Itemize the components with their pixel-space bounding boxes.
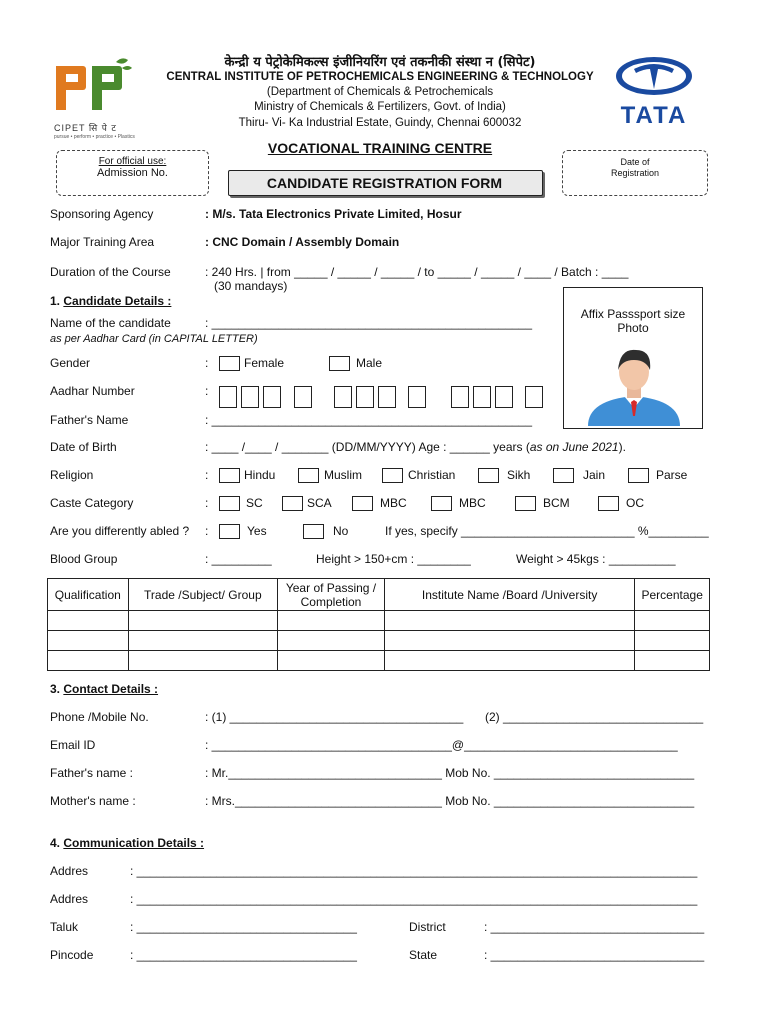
- percentage-cell[interactable]: [635, 631, 710, 651]
- admission-no-label: Admission No.: [97, 167, 168, 179]
- trade-cell[interactable]: [128, 631, 278, 651]
- duration-label: Duration of the Course: [50, 265, 171, 279]
- pincode-label: Pincode: [50, 948, 94, 962]
- centre-title: VOCATIONAL TRAINING CENTRE: [267, 140, 493, 156]
- photo-box: [563, 287, 703, 429]
- male-checkbox[interactable]: [329, 356, 350, 371]
- phone-2-field[interactable]: (2) ______________________________: [485, 710, 704, 724]
- candidate-section-num: 1.: [50, 294, 61, 308]
- major-value: : CNC Domain / Assembly Domain: [205, 235, 400, 249]
- caste-oc-label: OC: [626, 496, 644, 510]
- religion-muslim-checkbox[interactable]: [298, 468, 319, 483]
- qualification-row[interactable]: [48, 631, 710, 651]
- candidate-section-title: Candidate Details :: [63, 294, 172, 308]
- disabled-no-checkbox[interactable]: [303, 524, 324, 539]
- aadhar-digit-box[interactable]: [451, 386, 469, 408]
- aadhar-digit-box[interactable]: [525, 386, 543, 408]
- dob-reference-date: as on June 2021: [529, 440, 619, 454]
- dob-value: : ____ /____ / _______ (DD/MM/YYYY) Age : ______ years (: [205, 440, 530, 454]
- phone-1-field[interactable]: : (1) ___________________________________: [205, 710, 464, 724]
- institute-cell[interactable]: [384, 631, 635, 651]
- duration-note: (30 mandays): [214, 279, 288, 293]
- religion-hindu-label: Hindu: [244, 468, 276, 482]
- religion-parse-label: Parse: [656, 468, 688, 482]
- aadhar-digit-box[interactable]: [263, 386, 281, 408]
- dept-line: (Department of Chemicals & Petrochemicals: [266, 86, 494, 98]
- disabled-colon: :: [205, 524, 209, 538]
- caste-mbc2-checkbox[interactable]: [431, 496, 452, 511]
- aadhar-digit-box[interactable]: [241, 386, 259, 408]
- disabled-yes-checkbox[interactable]: [219, 524, 240, 539]
- female-label: Female: [244, 356, 285, 370]
- contact-father-field[interactable]: : Mr.________________________________ Mob No. ______________________________: [205, 766, 695, 780]
- qualification-header: Qualification: [48, 579, 129, 611]
- percentage-header: Percentage: [635, 579, 710, 611]
- religion-sikh-label: Sikh: [507, 468, 531, 482]
- disabled-yes-label: Yes: [247, 524, 267, 538]
- pincode-field[interactable]: : _________________________________: [130, 948, 357, 962]
- email-label: Email ID: [50, 738, 96, 752]
- sponsoring-label: Sponsoring Agency: [50, 207, 154, 221]
- religion-christian-label: Christian: [408, 468, 456, 482]
- candidate-section-heading: [50, 294, 171, 308]
- religion-christian-checkbox[interactable]: [382, 468, 403, 483]
- communication-section-num: 4.: [50, 836, 61, 850]
- date-registration-label-2: Registration: [610, 168, 660, 178]
- trade-cell[interactable]: [128, 611, 278, 631]
- female-checkbox[interactable]: [219, 356, 240, 371]
- address-2-label: Addres: [50, 892, 89, 906]
- religion-muslim-label: Muslim: [324, 468, 362, 482]
- caste-bcm-label: BCM: [543, 496, 570, 510]
- contact-father-label: Father's name :: [50, 766, 133, 780]
- cipet-logo: [50, 56, 140, 140]
- district-label: District: [409, 920, 446, 934]
- father-name-field[interactable]: : ________________________________________________: [205, 413, 533, 427]
- email-field[interactable]: : ____________________________________@________________________________: [205, 738, 678, 752]
- caste-sc-checkbox[interactable]: [219, 496, 240, 511]
- caste-label: Caste Category: [50, 496, 134, 510]
- year-cell[interactable]: [278, 631, 385, 651]
- contact-section-num: 3.: [50, 682, 61, 696]
- ministry-line: Ministry of Chemicals & Fertilizers, Govt. of India): [254, 101, 506, 113]
- contact-mother-label: Mother's name :: [50, 794, 136, 808]
- photo-label-1: Affix Passsport size: [580, 307, 686, 321]
- aadhar-digit-box[interactable]: [219, 386, 237, 408]
- caste-sca-checkbox[interactable]: [282, 496, 303, 511]
- address-1-label: Addres: [50, 864, 89, 878]
- percentage-cell[interactable]: [635, 611, 710, 631]
- caste-colon: :: [205, 496, 209, 510]
- dob-end: ).: [618, 440, 626, 454]
- institute-cell[interactable]: [384, 611, 635, 631]
- aadhar-digit-box[interactable]: [378, 386, 396, 408]
- state-field[interactable]: : ________________________________: [484, 948, 705, 962]
- aadhar-digit-box[interactable]: [473, 386, 491, 408]
- religion-jain-checkbox[interactable]: [553, 468, 574, 483]
- tata-logo-mark: [604, 55, 704, 97]
- person-avatar-icon: [584, 348, 684, 426]
- qualification-table: [47, 578, 710, 671]
- cipet-logo-mark: [50, 56, 140, 118]
- year-cell[interactable]: [278, 651, 385, 671]
- caste-sca-label: SCA: [307, 496, 332, 510]
- caste-mbc-label: MBC: [380, 496, 407, 510]
- name-note: as per Aadhar Card (in CAPITAL LETTER): [50, 333, 258, 345]
- qualification-cell[interactable]: [48, 611, 129, 631]
- weight-field[interactable]: Weight > 45kgs : __________: [516, 552, 676, 566]
- religion-hindu-checkbox[interactable]: [219, 468, 240, 483]
- aadhar-digit-box[interactable]: [334, 386, 352, 408]
- phone-label: Phone /Mobile No.: [50, 710, 149, 724]
- qualification-row[interactable]: [48, 651, 710, 671]
- aadhar-digit-box[interactable]: [495, 386, 513, 408]
- trade-header: Trade /Subject/ Group: [128, 579, 278, 611]
- major-label: Major Training Area: [50, 235, 155, 249]
- sponsoring-value: : M/s. Tata Electronics Private Limited, Hosur: [205, 207, 462, 221]
- caste-oc-checkbox[interactable]: [598, 496, 619, 511]
- gender-label: Gender: [50, 356, 91, 370]
- dob-label: Date of Birth: [50, 440, 117, 454]
- photo-label-2: Photo: [617, 321, 649, 335]
- year-header: Year of Passing / Completion: [278, 579, 385, 611]
- hindi-title: केन्द्री य पेट्रोकेमिकल्स इंजीनियरिंग एवं तकनीकी संस्था न (सिपेट): [224, 55, 536, 70]
- org-name: CENTRAL INSTITUTE OF PETROCHEMICALS ENGINEERING & TECHNOLOGY: [166, 71, 594, 83]
- form-title: CANDIDATE REGISTRATION FORM: [266, 175, 503, 191]
- caste-bcm-checkbox[interactable]: [515, 496, 536, 511]
- cipet-tagline: pursue • perform • practice • Plastics: [54, 134, 135, 140]
- tata-logo-text: TATA: [620, 102, 688, 129]
- percentage-cell[interactable]: [635, 651, 710, 671]
- state-label: State: [409, 948, 438, 962]
- religion-colon: :: [205, 468, 209, 482]
- year-cell[interactable]: [278, 611, 385, 631]
- male-label: Male: [356, 356, 383, 370]
- tata-logo: [604, 55, 704, 129]
- taluk-field[interactable]: : _________________________________: [130, 920, 357, 934]
- qualification-cell[interactable]: [48, 651, 129, 671]
- institute-cell[interactable]: [384, 651, 635, 671]
- communication-section-title: Communication Details :: [63, 836, 205, 850]
- contact-mother-field[interactable]: : Mrs._______________________________ Mob No. ______________________________: [205, 794, 695, 808]
- blood-group-field[interactable]: : _________: [205, 552, 272, 566]
- date-registration-label-1: Date of: [620, 157, 650, 167]
- name-label: Name of the candidate: [50, 316, 171, 330]
- height-field[interactable]: Height > 150+cm : ________: [316, 552, 471, 566]
- aadhar-digit-box[interactable]: [294, 386, 312, 408]
- aadhar-digit-box[interactable]: [356, 386, 374, 408]
- dob-field[interactable]: [205, 440, 626, 454]
- qualification-cell[interactable]: [48, 631, 129, 651]
- contact-section-title: Contact Details :: [63, 682, 159, 696]
- father-label: Father's Name: [50, 413, 129, 427]
- aadhar-colon: :: [205, 384, 209, 398]
- district-field[interactable]: : ________________________________: [484, 920, 705, 934]
- disabled-no-label: No: [333, 524, 349, 538]
- address-2-field[interactable]: : ____________________________________________________________________________________: [130, 892, 698, 906]
- cipet-logo-text: CIPET सि पे ट: [54, 123, 117, 133]
- caste-mbc-checkbox[interactable]: [352, 496, 373, 511]
- religion-sikh-checkbox[interactable]: [478, 468, 499, 483]
- religion-jain-label: Jain: [583, 468, 606, 482]
- address-1-field[interactable]: : ____________________________________________________________________________________: [130, 864, 698, 878]
- disabled-label: Are you differently abled ?: [50, 524, 190, 538]
- trade-cell[interactable]: [128, 651, 278, 671]
- religion-parse-checkbox[interactable]: [628, 468, 649, 483]
- aadhar-label: Aadhar Number: [50, 384, 135, 398]
- religion-label: Religion: [50, 468, 94, 482]
- official-use-label: For official use:: [98, 156, 167, 167]
- disability-specify-field[interactable]: If yes, specify __________________________ %_________: [385, 524, 709, 538]
- blood-label: Blood Group: [50, 552, 118, 566]
- gender-colon: :: [205, 356, 209, 370]
- qualification-row[interactable]: [48, 611, 710, 631]
- communication-section-heading: [50, 836, 204, 850]
- name-field[interactable]: : ________________________________________________: [205, 316, 533, 330]
- qualification-header-row: [48, 579, 710, 611]
- caste-sc-label: SC: [246, 496, 263, 510]
- duration-value[interactable]: : 240 Hrs. | from _____ / _____ / _____ / to _____ / _____ / ____ / Batch : ____: [205, 265, 629, 279]
- taluk-label: Taluk: [50, 920, 79, 934]
- address-line: Thiru- Vi- Ka Industrial Estate, Guindy, Chennai 600032: [238, 117, 522, 129]
- contact-section-heading: [50, 682, 158, 696]
- aadhar-digit-box[interactable]: [408, 386, 426, 408]
- caste-mbc2-label: MBC: [459, 496, 486, 510]
- institute-header: Institute Name /Board /University: [384, 579, 635, 611]
